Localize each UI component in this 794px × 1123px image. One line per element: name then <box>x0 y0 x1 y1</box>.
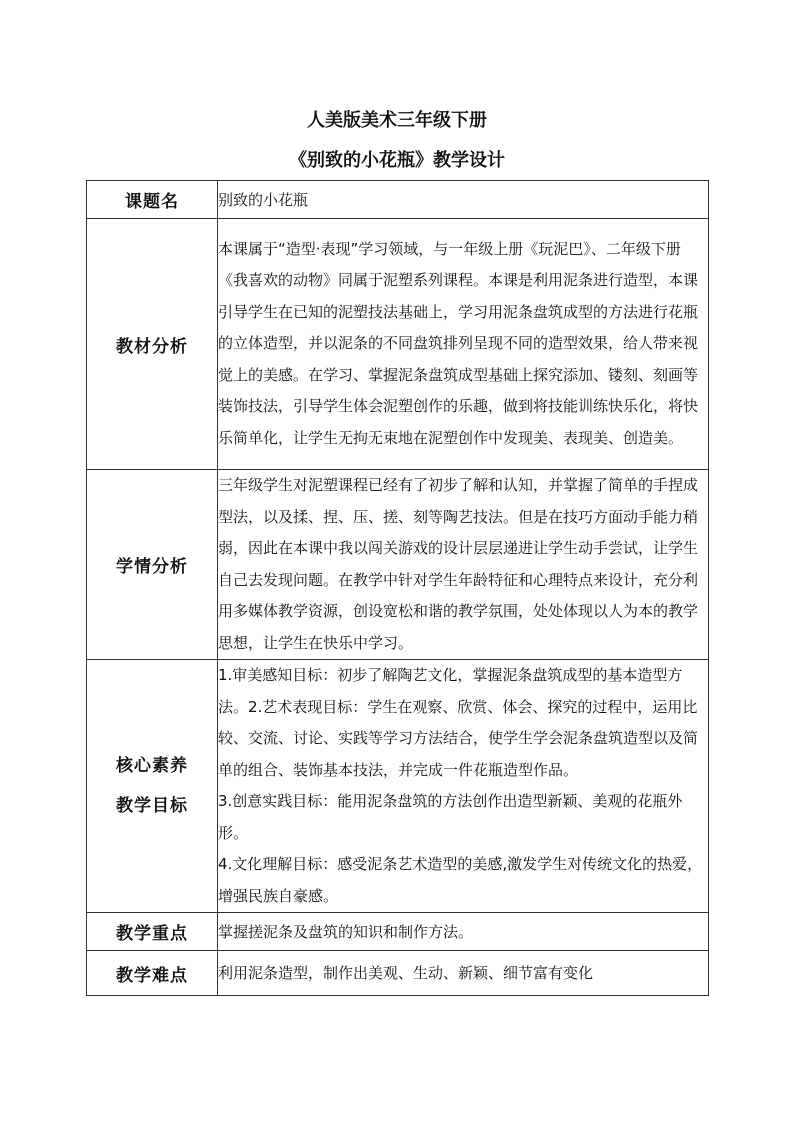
row-label-goals-line1: 核心素养 <box>116 756 188 776</box>
row-content-students: 三年级学生对泥塑课程已经有了初步了解和认知，并掌握了简单的手捏成型法，以及揉、捏、压、搓、刻等陶艺技法。但是在技巧方面动手能力稍弱，因此在本课中我以闯关游戏的设计层层递进让学生动手尝试，让学生自己去发现问题。在教学中针对学生年龄特征和心理特点来设计，充分利用多媒体教学资源，创设宽松和谐的教学氛围，处处体现以人为本的教学思想，让学生在快乐中学习。 <box>218 470 709 660</box>
lesson-plan-table <box>86 180 709 996</box>
table-row-students <box>87 470 709 660</box>
row-label-goals-line2: 教学目标 <box>116 796 188 816</box>
document-title: 人美版美术三年级下册 <box>307 110 487 131</box>
table-row-goals <box>87 660 709 913</box>
row-label-material: 教材分析 <box>87 219 218 470</box>
table-row-material <box>87 219 709 470</box>
goal-item-3: 3.创意实践目标：能用泥条盘筑的方法创作出造型新颖、美观的花瓶外形。 <box>218 792 683 842</box>
table-row-difficulties <box>87 951 709 996</box>
row-content-goals <box>218 660 709 913</box>
row-label-difficulties: 教学难点 <box>87 951 218 996</box>
table-row-topic <box>87 181 709 219</box>
goal-item-1: 1.审美感知目标：初步了解陶艺文化，掌握泥条盘筑成型的基本造型方法。2.艺术表现目标：学生在观察、欣赏、体会、探究的过程中，运用比较、交流、讨论、实践等学习方法结合，使学生学会泥条盘筑造型以及简单的组合、装饰基本技法，并完成一件花瓶造型作品。 <box>218 666 699 779</box>
row-content-difficulties: 利用泥条造型，制作出美观、生动、新颖、细节富有变化 <box>218 951 709 996</box>
row-content-material: 本课属于“造型·表现”学习领域，与一年级上册《玩泥巴》、二年级下册《我喜欢的动物》同属于泥塑系列课程。本课是利用泥条进行造型，本课引导学生在已知的泥塑技法基础上，学习用泥条盘筑成型的方法进行花瓶的立体造型，并以泥条的不同盘筑排列呈现不同的造型效果，给人带来视觉上的美感。在学习、掌握泥条盘筑成型基础上探究添加、镂刻、刻画等装饰技法，引导学生体会泥塑创作的乐趣，做到将技能训练快乐化，将快乐简单化，让学生无拘无束地在泥塑创作中发现美、表现美、创造美。 <box>218 219 709 470</box>
row-content-topic: 别致的小花瓶 <box>218 181 709 219</box>
row-label-students: 学情分析 <box>87 470 218 660</box>
table-row-key-points <box>87 913 709 951</box>
row-label-key-points: 教学重点 <box>87 913 218 951</box>
row-label-goals <box>87 660 218 913</box>
row-label-topic: 课题名 <box>87 181 218 219</box>
document-subtitle: 《别致的小花瓶》教学设计 <box>289 150 505 171</box>
row-content-key-points: 掌握搓泥条及盘筑的知识和制作方法。 <box>218 913 709 951</box>
goal-item-4: 4.文化理解目标：感受泥条艺术造型的美感,激发学生对传统文化的热爱，增强民族自豪感。 <box>218 855 703 905</box>
